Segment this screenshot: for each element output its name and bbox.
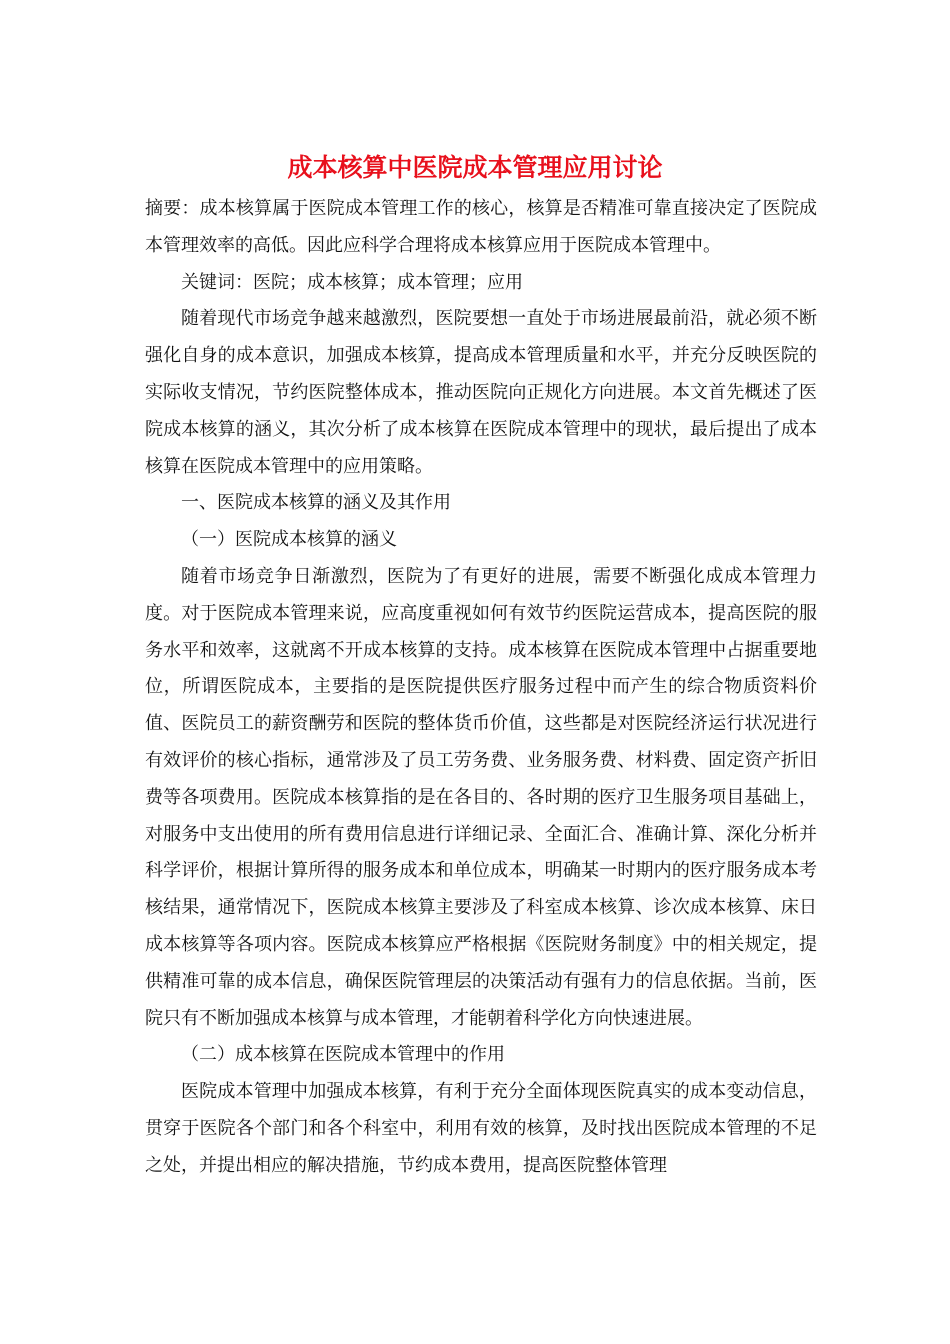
subsection-2-paragraph: 医院成本管理中加强成本核算，有利于充分全面体现医院真实的成本变动信息，贯穿于医院各个部门和各个科室中，利用有效的核算，及时找出医院成本管理的不足之处，并提出相应的解决措施，节约成本费用，提高医院整体管理 (145, 1081, 817, 1176)
document-body (145, 191, 817, 1185)
section-heading-1: 一、医院成本核算的涵义及其作用 (181, 492, 451, 514)
subsection-heading-2: （二）成本核算在医院成本管理中的作用 (181, 1044, 505, 1066)
intro-paragraph: 随着现代市场竞争越来越激烈，医院要想一直处于市场进展最前沿，就必须不断强化自身的成本意识，加强成本核算，提高成本管理质量和水平，并充分反映医院的实际收支情况，节约医院整体成本，推动医院向正规化方向进展。本文首先概述了医院成本核算的涵义，其次分析了成本核算在医院成本管理中的现状，最后提出了成本核算在医院成本管理中的应用策略。 (145, 308, 817, 477)
keywords-line: 关键词：医院；成本核算；成本管理；应用 (181, 271, 523, 293)
document-title: 成本核算中医院成本管理应用讨论 (287, 153, 663, 182)
subsection-1-paragraph: 随着市场竞争日渐激烈，医院为了有更好的进展，需要不断强化成成本管理力度。对于医院成本管理来说，应高度重视如何有效节约医院运营成本，提高医院的服务水平和效率，这就离不开成本核算的支持。成本核算在医院成本管理中占据重要地位，所谓医院成本，主要指的是医院提供医疗服务过程中而产生的综合物质资料价值、医院员工的薪资酬劳和医院的整体货币价值，这些都是对医院经济运行状况进行有效评价的核心指标，通常涉及了员工劳务费、业务服务费、材料费、固定资产折旧费等各项费用。医院成本核算指的是在各目的、各时期的医疗卫生服务项目基础上，对服务中支出使用的所有费用信息进行详细记录、全面汇合、准确计算、深化分析并科学评价，根据计算所得的服务成本和单位成本，明确某一时期内的医疗服务成本考核结果，通常情况下，医院成本核算主要涉及了科室成本核算、诊次成本核算、床日成本核算等各项内容。医院成本核算应严格根据《医院财务制度》中的相关规定，提供精准可靠的成本信息，确保医院管理层的决策活动有强有力的信息依据。当前，医院只有不断加强成本核算与成本管理，才能朝着科学化方向快速进展。 (145, 565, 817, 1029)
abstract-paragraph: 摘要：成本核算属于医院成本管理工作的核心，核算是否精准可靠直接决定了医院成本管理效率的高低。因此应科学合理将成本核算应用于医院成本管理中。 (145, 198, 817, 256)
subsection-heading-1: （一）医院成本核算的涵义 (181, 529, 397, 551)
